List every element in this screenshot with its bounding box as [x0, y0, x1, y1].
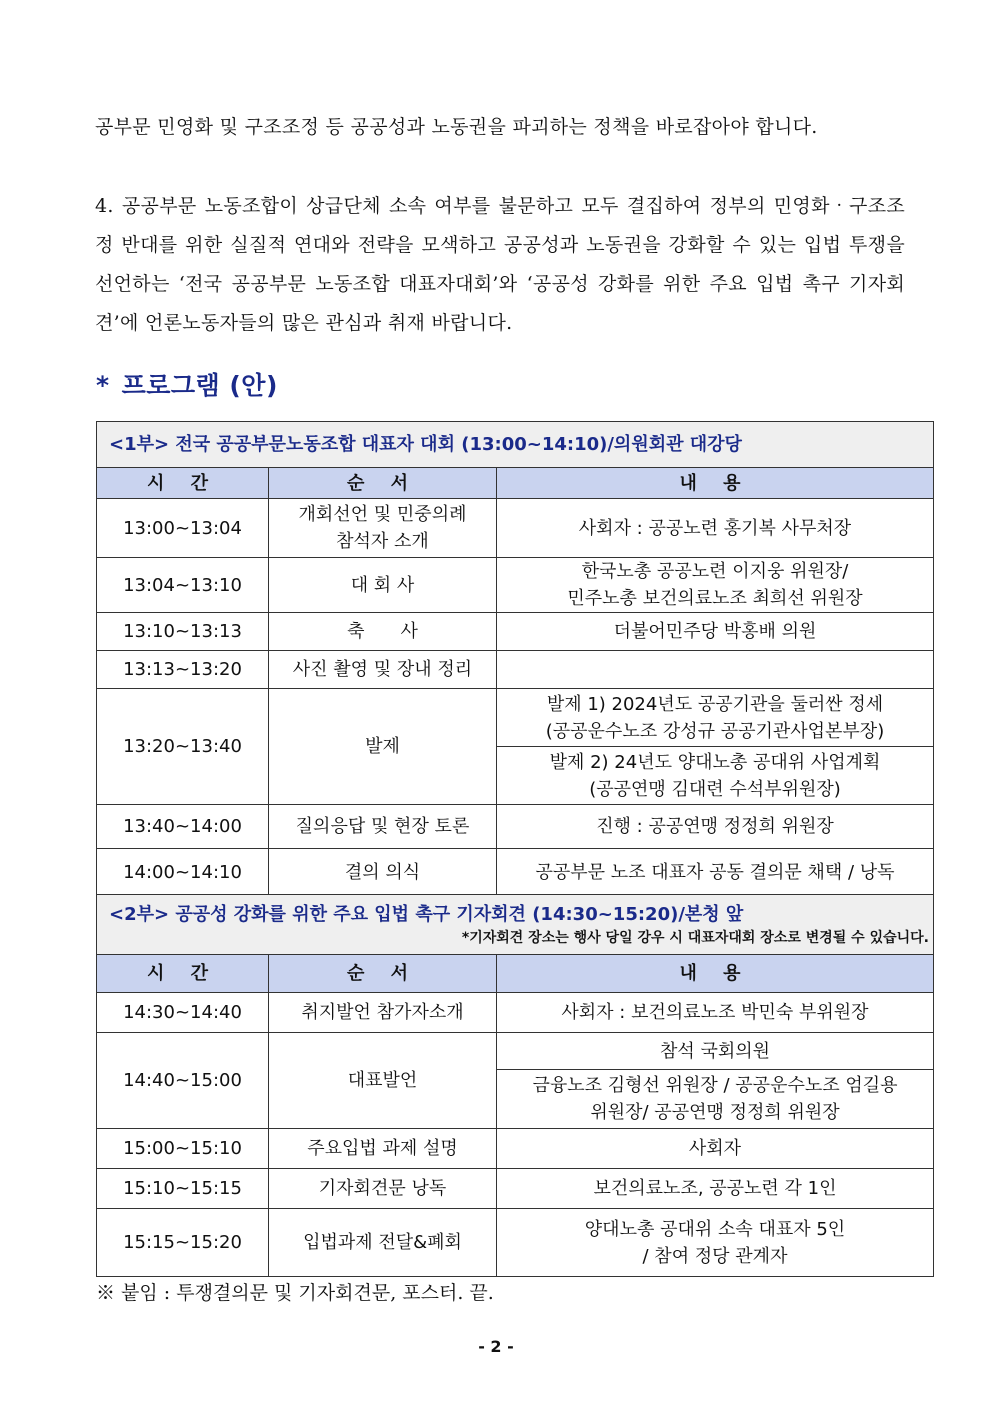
attachment-note: ※ 붙임 : 투쟁결의문 및 기자회견문, 포스터. 끝. [96, 1282, 494, 1304]
table-row [97, 613, 934, 651]
table-row [97, 1033, 934, 1070]
part2-title-cell [97, 895, 934, 955]
table-row [97, 651, 934, 689]
order-cell: 주요입법 과제 설명 [269, 1129, 497, 1169]
content-cell: 보건의료노조, 공공노련 각 1인 [497, 1169, 934, 1209]
time-cell: 13:13~13:20 [97, 651, 269, 689]
time-cell: 14:30~14:40 [97, 993, 269, 1033]
table-row [97, 1169, 934, 1209]
table-row [97, 1129, 934, 1169]
time-cell: 13:20~13:40 [97, 689, 269, 805]
header-time: 시 간 [97, 468, 269, 499]
body-paragraph-2: 4. 공공부문 노동조합이 상급단체 소속 여부를 불문하고 모두 결집하여 정부의 민영화‧구조조정 반대를 위한 실질적 연대와 전략을 모색하고 공공성과 노동권을 강화할 수 있는 입법 투쟁을 선언하는 ‘전국 공공부문 노동조합 대표자대회’와 ‘공공성 강화를 위한 주요 입법 촉구 기자회견’에 언론노동자들의 많은 관심과 취재 바랍니다. [95, 195, 906, 334]
header-content: 내 용 [497, 468, 934, 499]
order-cell: 기자회견문 낭독 [269, 1169, 497, 1209]
content-cell: 사회자 [497, 1129, 934, 1169]
content-cell: 발제 1) 2024년도 공공기관을 둘러싼 정세 (공공운수노조 강성규 공공기관사업본부장) [497, 689, 934, 747]
content-cell: 진행 : 공공연맹 정정희 위원장 [497, 805, 934, 849]
order-cell: 대표발언 [269, 1033, 497, 1129]
content-cell: 공공부문 노조 대표자 공동 결의문 채택 / 낭독 [497, 849, 934, 896]
page-number: - 2 - [478, 1337, 514, 1356]
content-cell: 양대노총 공대위 소속 대표자 5인 / 참여 정당 관계자 [497, 1209, 934, 1277]
order-cell: 발제 [269, 689, 497, 805]
time-cell: 13:40~14:00 [97, 805, 269, 849]
content-cell: 사회자 : 공공노련 홍기복 사무처장 [497, 499, 934, 558]
table-row [97, 993, 934, 1033]
table-row [97, 689, 934, 747]
content-cell [497, 651, 934, 689]
content-cell: 한국노총 공공노련 이지웅 위원장/ 민주노총 보건의료노조 최희선 위원장 [497, 558, 934, 613]
content-cell: 발제 2) 24년도 양대노총 공대위 사업계획 (공공연맹 김대련 수석부위원장) [497, 747, 934, 805]
order-cell: 대 회 사 [269, 558, 497, 613]
content-cell: 사회자 : 보건의료노조 박민숙 부위원장 [497, 993, 934, 1033]
table-row [97, 1209, 934, 1277]
table-row [97, 805, 934, 849]
program-title: 프로그램 (안) [121, 371, 278, 400]
order-cell: 축 사 [269, 613, 497, 651]
star-bullet: * [96, 371, 110, 400]
time-cell: 13:04~13:10 [97, 558, 269, 613]
part2-title: <2부> 공공성 강화를 위한 주요 입법 촉구 기자회견 (14:30~15:20)/본청 앞 [109, 904, 744, 925]
order-cell: 결의 의식 [269, 849, 497, 896]
time-cell: 14:40~15:00 [97, 1033, 269, 1129]
order-cell: 개회선언 및 민중의례 참석자 소개 [269, 499, 497, 558]
header-content: 내 용 [497, 955, 934, 993]
part1-schedule-table [96, 421, 934, 896]
time-cell: 15:15~15:20 [97, 1209, 269, 1277]
body-paragraph-1: 공부문 민영화 및 구조조정 등 공공성과 노동권을 파괴하는 정책을 바로잡아야 합니다. [95, 116, 818, 138]
part2-schedule-table [96, 894, 934, 1277]
time-cell: 13:10~13:13 [97, 613, 269, 651]
time-cell: 15:10~15:15 [97, 1169, 269, 1209]
content-cell: 금융노조 김형선 위원장 / 공공운수노조 엄길용 위원장/ 공공연맹 정정희 위원장 [497, 1070, 934, 1129]
header-time: 시 간 [97, 955, 269, 993]
order-cell: 사진 촬영 및 장내 정리 [269, 651, 497, 689]
order-cell: 입법과제 전달&폐회 [269, 1209, 497, 1277]
time-cell: 13:00~13:04 [97, 499, 269, 558]
table-row [97, 558, 934, 613]
program-heading [96, 366, 278, 402]
header-order: 순 서 [269, 468, 497, 499]
order-cell: 질의응답 및 현장 토론 [269, 805, 497, 849]
content-cell: 참석 국회의원 [497, 1033, 934, 1070]
table-row [97, 499, 934, 558]
time-cell: 15:00~15:10 [97, 1129, 269, 1169]
header-order: 순 서 [269, 955, 497, 993]
content-cell: 더불어민주당 박홍배 의원 [497, 613, 934, 651]
order-cell: 취지발언 참가자소개 [269, 993, 497, 1033]
part2-note: *기자회견 장소는 행사 당일 강우 시 대표자대회 장소로 변경될 수 있습니다. [461, 930, 929, 946]
table-row [97, 849, 934, 896]
time-cell: 14:00~14:10 [97, 849, 269, 896]
part1-title: <1부> 전국 공공부문노동조합 대표자 대회 (13:00~14:10)/의원회관 대강당 [97, 422, 934, 468]
